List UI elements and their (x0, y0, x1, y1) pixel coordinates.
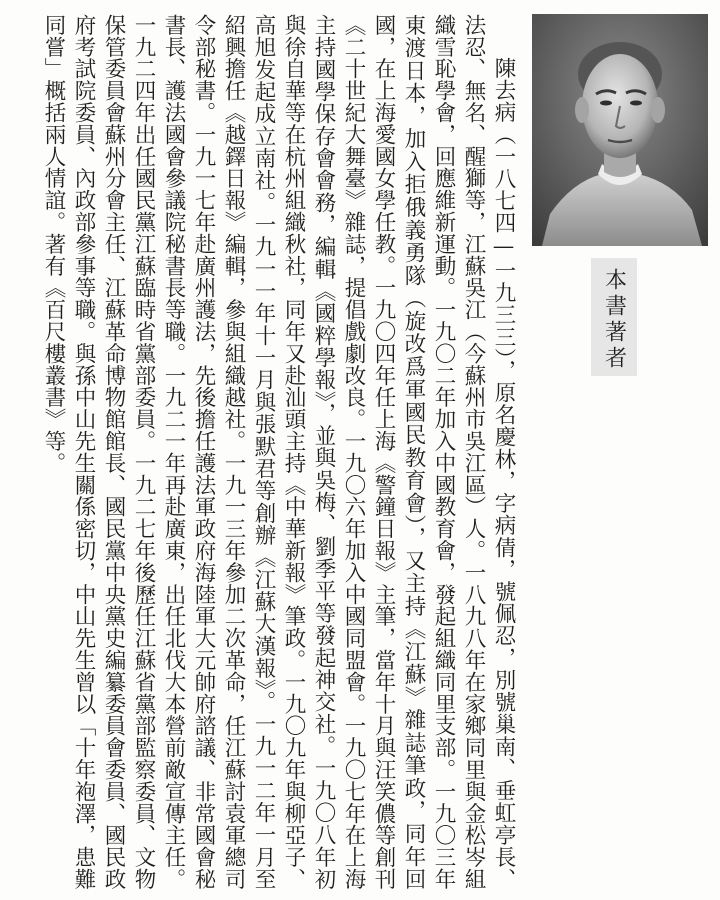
biography-paragraph: 陳去病（一八七四—一九三三），原名慶林，字病倩，號佩忍，別號巢南、垂虹亭長、法忍、無名、醒獅等，江蘇吳江（今蘇州市吳江區）人。一八九八年在家鄉同里與金松岑組織雪恥學會，回應維新運動。一九〇二年加入中國教育會，發起組織同里支部。一九〇三年東渡日本，加入拒俄義勇隊（旋改爲軍國民教育會），又主持《江蘇》雜誌筆政，同年回國，在上海愛國女學任教。一九〇四年任上海《警鐘日報》主筆，當年十月與汪笑儂等創刊《二十世紀大舞臺》雜誌，提倡戲劇改良。一九〇六年加入中國同盟會。一九〇七年在上海主持國學保存會會務，編輯《國粹學報》，並與吳梅、劉季平等發起神交社。一九〇八年初與徐自華等在杭州組織秋社，同年又赴汕頭主持《中華新報》筆政。一九〇九年與柳亞子、高旭发起成立南社。一九一一年十一月與張默君等創辦《江蘇大漢報》。一九一二年一月至紹興擔任《越鐸日報》編輯，參與組織越社。一九一三年參加二次革命，任江蘇討袁軍總司令部秘書。一九一七年赴廣州護法，先後擔任護法軍政府海陸軍大元帥府諮議、非常國會秘書長、護法國會參議院秘書長等職。一九二一年再赴廣東，出任北伐大本營前敵宣傳主任。一九二四年出任國民黨江蘇臨時省黨部委員。一九二七年後歷任江蘇省黨部監察委員、文物保管委員會蘇州分會主任、江蘇革命博物館館長、國民黨中央黨史編纂委員會委員、國民政府考試院委員、內政部參事等職。與孫中山先生關係密切，中山先生曾以「十年袍澤，患難同嘗」概括兩人情誼。著有《百尺樓叢書》等。 (41, 14, 516, 890)
author-portrait-photo (532, 14, 708, 246)
portrait-image (532, 14, 708, 246)
figure-caption: 本書著者 (591, 258, 637, 376)
biography-text (38, 14, 518, 890)
